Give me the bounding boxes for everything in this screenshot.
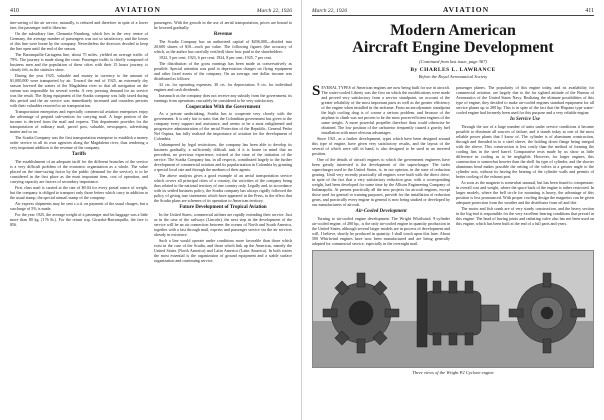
paragraph: The motor and fish crank are of very sturdy construction, and the heavy section in the big end is responsible for the very excellent bearing conditions that prevail in this engine. The head of having joints and radiating valve also has not been used on this engine, which has been built at the end of a full parts and years. <box>456 205 594 226</box>
paragraph: Turning to air-cooled engine development. The Wright Whirlwind, 9-cylinder air-cooled engine, of 200 hp., is the only air-cooled engine in quantity production in the United States, although several larger models are in process of development and will, I believe, shortly be produced in quantity. I shall touch upon this later. About 500 Whirlwind engines have now been manufactured and are being generally adopted for commercial service, especially in the overnight mail. <box>312 215 450 246</box>
article-title-line-2: Aircraft Engine Development <box>352 39 554 56</box>
paragraph: As a private undertaking, Scadta has to cooperate very closely with the government. It is only fair to state, that the Colombian government has given to the company every support and assistance, and seems to be a most enlightened and progressive administration of the aerial Protection of the Republic, General Pedro Nel Ospina, has fully realized the importance of aviation for the development of Colombia. <box>154 111 292 141</box>
paragraph: Such a line would operate under conditions more favorable than those which exist in the case of the Scadta, and those which link up the Americas, namely the United States (North America) and Latin America (Latin America). In both routes the most essential is the organization of ground equipment and a stable surface organization and continuing service. <box>154 237 292 263</box>
page-number: 411 <box>585 8 594 14</box>
paragraph: Transportation enterprises and especially commercial aviation enterprises enjoy the advantage of prepaid sub-vention for carrying mail. A large portion of the income is derived from the mail and express. This department provides for the transportation of ordinary mail, parcel post, valuable, newspapers, advertising matter and so on. <box>10 109 148 134</box>
section-heading: Air-Cooled Development <box>355 209 407 214</box>
author-affiliation: Before the Royal Aeronautical Society <box>418 74 488 79</box>
continued-note: (Continued from last issue, page 367) <box>419 59 487 64</box>
paragraph: passenger planes. The popularity of this engine today, and its availability for commercial aviation, are largely due to the far sighted attitude of the Bureau of Aeronautics of the United States Navy. Realizing the ultimate possibilities of this type of engine, they decided to make air-cooled engines standard equipment for all service planes up to 200 hp. This is in spite of the fact that the Hispano type water-cooled engine had formerly been used for this purpose and a very reliable engine. <box>456 85 594 115</box>
article-header <box>312 22 594 79</box>
paragraph: In the United States, commercial airlines are rapidly extending their service. Just as in the case of the railways (Lincoln), the next step in the development of the service will be an air connection between the oceans of North and South America, together with a fast through mail, express and passenger service via the air services already in existence. <box>154 211 292 237</box>
paragraph: The above analysis gives a good example of an aerial transportation service which covers all principal cities of a country, the activities of the company being thus related to the national territory of one country only. Legally and, in accordance with its settled business policy, the Scadta company has always rigidly followed the policy of giving true statements which have appeared in the Press, to the effect that the Scadta plans are schemes of its operation to American territory. <box>154 173 292 203</box>
right-column-1 <box>312 85 450 247</box>
right-page <box>302 0 604 420</box>
page-number: 410 <box>10 8 19 14</box>
right-column-2 <box>456 85 594 247</box>
opening-paragraph <box>312 85 450 136</box>
paragraph: The distribution of the gross earnings has been made as conservatively as possible. Special attention was paid to depreciation charges on flying equipment and other fixed assets of the company. On an average, one dollar income was distributed as follows: <box>154 60 292 81</box>
left-column-1 <box>10 20 148 264</box>
section-heading: In Service Use <box>510 117 540 122</box>
section-heading: Revenue <box>213 32 233 37</box>
paragraph: 1922, 5 per cent; 1923, 6 per cent; 1924, 8 per cent; 1925, 7 per cent. <box>159 54 272 60</box>
paragraph: EVERAL TYPES of American engines are now being built for use in aircraft. The water-cooled Liberty was the first on which the modifications were made and proved very satisfactory from a service standpoint, on account of the greater reliability of the most important parts as well as the greater efficiency of the engine when installed in the airframe. From an aerodynamic standpoint the high cooling drag is of course a serious problem, and because of the airplane to climb was not proven to be the most power-efficient engines of the same weight. A more powerful propeller therefore than could otherwise be obtained. The low position of the carburetor frequently caused a gravity fuel installation with more obvious advantages. <box>321 85 450 135</box>
paragraph: The Barranquilla-Cartagena line, about 75 miles, yielded an average traffic of 79%. The journey is made along the coast. Passenger traffic is chiefly composed of business men and the population of these cities with their 15 hours journey, is clearly felt, as the statistics show. <box>10 52 148 72</box>
paragraph: The Scadta Company was the first transportation enterprise to establish a money order service in all its own agencies along the Magdalena river, thus rendering a very important addition to the revenue of the company. <box>10 135 148 150</box>
section-heading: Cooperation With the Government <box>185 104 261 110</box>
running-head <box>312 5 594 16</box>
paragraph: During the year 1925, valuable and money in currency to the amount of $1,000,000 were transported by air. Toward the end of 1925, an extremely dry season lowered the waters of the Magdalena river so that all navigation on the stream was impossible for several weeks. A very pressing demand for air service was the result. The flying equipment of the Scadta company was fully taxed during this period and the air service was immediately increased and countless persons with their valuables resorted to air transportation. <box>10 73 148 108</box>
paragraph: The Scadta Company has an authorized capital of $206,000—divided into 20,600 shares of $10—each par value. The following figures (the accuracy of which, as the author has carefully verified) show how paid to the shareholders: <box>154 38 292 54</box>
paragraph: Through the use of a large number of units under service conditions it became possible to eliminate all sources of failure, and it stands today as one of the most reliable power plants that I know of. The cylinder is of aluminum construction, through and threaded in to a steel sleeve, the holding down flange being integral with the sleeve. This construction is less costly than the method of forming the cooling fins in the steel barrel. Comparative tests made by us show as little difference in cooling as to be negligible. However, for larger engines, this construction is somewhat heavier than the shell fin type of cylinder, and the shorter aluminum head makes possible the setting of the valves at a greater angle to the cylinder axis, without its having the bearing of the cylinder walls and permits of better cooling of the exhaust port. <box>456 123 594 179</box>
author-byline: By CHARLES L. LAWRANCE <box>410 67 496 73</box>
paragraph: Since 1921, as a further development, types which have been designed around this type of engine, have given very satisfactory results, and the layout of the several of which were still in hand, is also designed to be used in an inverted position. <box>312 136 450 156</box>
article-title-line-1: Modern American <box>390 22 516 39</box>
engine-photo-illustration <box>313 251 594 368</box>
issue-date: March 22, 1926 <box>312 8 348 14</box>
paragraph: First class mail is carried at the rate of $0.04 for every postal ounce of weight, but the company is obliged to transport only those letters which carry in addition to the usual stamp, the special airmail stamp of the company. <box>10 184 148 200</box>
drop-cap: S <box>312 85 321 99</box>
paragraph: passengers. With the growth in the use of aerial transportation, prices are bound to be lowered gradually. <box>154 20 292 30</box>
section-heading: Tariffs <box>71 152 87 157</box>
section-heading: Future Development of Tropical Aviation <box>179 205 267 210</box>
paragraph: tine-saving of the air service, naturally, is reduced and therefore in spite of a lower fare, the passenger traffic likewise. <box>10 20 148 30</box>
paragraph: Inasmuch as the company does not receive any subsidy from the government, its earnings from operations can safely be considered to be very satisfactory. <box>154 92 292 103</box>
running-head <box>10 5 292 16</box>
engine-photograph <box>312 250 594 368</box>
issue-date: March 22, 1926 <box>256 8 292 14</box>
paragraph: 32 cts. for operating expenses; 30 cts. for depreciation; 8 cts. for individual engines and cash dividends. <box>154 81 292 92</box>
left-column-2 <box>154 20 292 264</box>
figure-caption: Three views of the Wright P2 Cyclone engine <box>412 369 494 375</box>
paragraph: One of the details of aircraft engines to which the government engineers have been greatly interested is the development of the supercharger. The turbo supercharger used in the United States, is, in our opinion, in the state of reduction gearing. Until very recently practically all engines were built with the direct drive, in spite of the fact that a very satisfactory reduction gear, with a corresponding weight, had been developed for some time by the Allison Engineering Company of Indianapolis. At present practically all the new projects for aircraft engines, except those used for general or training purposes, provide for the installation of reduction gears, and practically every engine in general is now being studied or developed by our manufacturers of aircraft. <box>312 157 450 207</box>
paragraph: The establishment of an adequate tariff for the different branches of the service is a very difficult problem of the economic organization as a whole. The value placed on the time-saving factor by the public (demand for the service), is to be considered in the first place as the most important item, cost of operation, and carrying capacity are factors of secondary importance. <box>10 158 148 184</box>
paragraph: As soon as the magneto is somewhat unusual, but has been found to compensate, in overall cost and weight, where the space back of the engine is rather restricted. In larger models, where the bell circle for mounting is heavy, the advantage of this position is less pronounced. With proper cowling design the magnetos can be given adequate protection from the weather and the distributor from oil and dirt. <box>456 179 594 205</box>
paragraph: Air express shipments may be sent c.o.d. on payment of the usual charges, but a surcharge of 5% is made. <box>10 200 148 211</box>
paragraph: On the subsidiary line, Chemnitz-Nurnberg, which lies in the very centre of Germany, the average number of passengers was not so satisfactory, and the losses of this line were borne by the company. Nevertheless the directors decided to keep the line open until the end of the season. <box>10 31 148 51</box>
journal-title: AVIATION <box>114 5 162 14</box>
paragraph: For the year 1925, the average weight of a passenger and his baggage was a little more than 80 kg. (176 lb.). For the return trip, Girardot-Barranquilla, the fare is $56. <box>10 211 148 227</box>
journal-title: AVIATION <box>442 5 490 14</box>
paragraph: Unhampered by legal restrictions, the company has been able to develop its business gradually, a sufficiently difficult task if it is borne in mind that no precedent, no previous experience, existed at the time of the initiation of the service. The Scadta Company has, in all respects, contributed largely to the further development of commercial aviation and its popularization in Colombia by granting a special local rate and through the medium of their agents. <box>154 142 292 172</box>
